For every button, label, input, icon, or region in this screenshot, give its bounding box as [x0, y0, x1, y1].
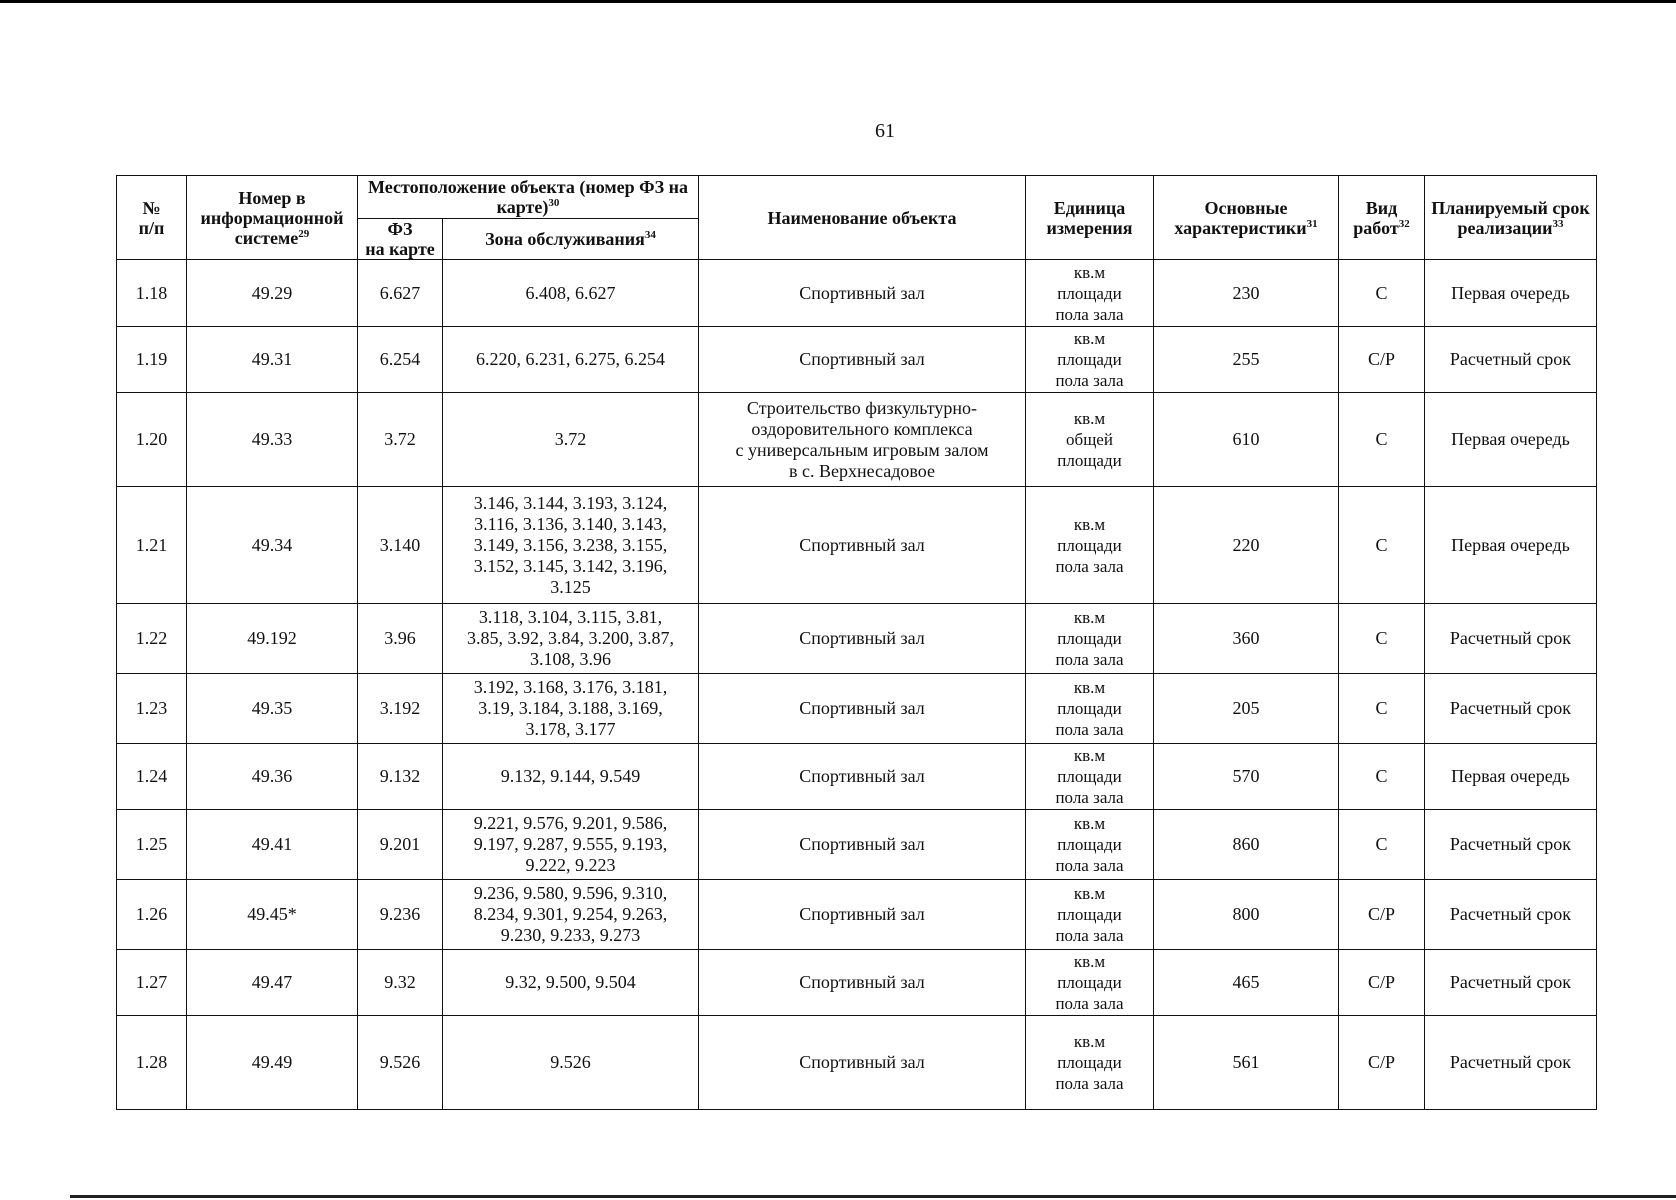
fz-cell: 3.96: [358, 604, 443, 674]
row-number-cell: 1.23: [117, 674, 187, 744]
header-work-type: Вид работ$^{32}$: [1339, 176, 1425, 260]
work-type-cell: С: [1339, 810, 1425, 880]
unit-cell: кв.м площади пола зала: [1026, 674, 1154, 744]
fz-cell: 3.192: [358, 674, 443, 744]
work-type-cell: С: [1339, 604, 1425, 674]
header-object-name: Наименование объекта: [699, 176, 1026, 260]
header-term: Планируемый срок реализации$^{33}$: [1425, 176, 1597, 260]
objects-table: [116, 175, 1597, 1110]
characteristics-cell: 230: [1154, 260, 1339, 327]
row-number-cell: 1.19: [117, 327, 187, 393]
is-number-cell: 49.29: [187, 260, 358, 327]
zone-cell: 3.72: [443, 393, 699, 487]
term-cell: Расчетный срок: [1425, 950, 1597, 1016]
row-number-cell: 1.27: [117, 950, 187, 1016]
is-number-cell: 49.45*: [187, 880, 358, 950]
table-row: [117, 327, 1597, 393]
row-number-cell: 1.25: [117, 810, 187, 880]
zone-cell: 9.32, 9.500, 9.504: [443, 950, 699, 1016]
term-cell: Расчетный срок: [1425, 880, 1597, 950]
unit-cell: кв.м площади пола зала: [1026, 1016, 1154, 1110]
row-number-cell: 1.26: [117, 880, 187, 950]
term-cell: Первая очередь: [1425, 487, 1597, 604]
fz-cell: 9.32: [358, 950, 443, 1016]
unit-cell: кв.м площади пола зала: [1026, 744, 1154, 810]
work-type-cell: С: [1339, 744, 1425, 810]
row-number-cell: 1.21: [117, 487, 187, 604]
unit-cell: кв.м площади пола зала: [1026, 487, 1154, 604]
table-row: [117, 810, 1597, 880]
zone-cell: 6.220, 6.231, 6.275, 6.254: [443, 327, 699, 393]
row-number-cell: 1.24: [117, 744, 187, 810]
zone-cell: 9.221, 9.576, 9.201, 9.586, 9.197, 9.287, 9.555, 9.193, 9.222, 9.223: [443, 810, 699, 880]
is-number-cell: 49.192: [187, 604, 358, 674]
characteristics-cell: 220: [1154, 487, 1339, 604]
zone-cell: 3.192, 3.168, 3.176, 3.181, 3.19, 3.184, 3.188, 3.169, 3.178, 3.177: [443, 674, 699, 744]
unit-cell: кв.м площади пола зала: [1026, 810, 1154, 880]
object-name-cell: Спортивный зал: [699, 950, 1026, 1016]
header-unit: Единица измерения: [1026, 176, 1154, 260]
is-number-cell: 49.35: [187, 674, 358, 744]
fz-cell: 3.140: [358, 487, 443, 604]
term-cell: Расчетный срок: [1425, 1016, 1597, 1110]
row-number-cell: 1.18: [117, 260, 187, 327]
is-number-cell: 49.41: [187, 810, 358, 880]
object-name-cell: Спортивный зал: [699, 674, 1026, 744]
is-number-cell: 49.49: [187, 1016, 358, 1110]
unit-cell: кв.м площади пола зала: [1026, 880, 1154, 950]
object-name-cell: Спортивный зал: [699, 604, 1026, 674]
work-type-cell: С/Р: [1339, 880, 1425, 950]
is-number-cell: 49.34: [187, 487, 358, 604]
is-number-cell: 49.31: [187, 327, 358, 393]
table-row: [117, 260, 1597, 327]
zone-cell: 3.146, 3.144, 3.193, 3.124, 3.116, 3.136, 3.140, 3.143, 3.149, 3.156, 3.238, 3.155, 3.152, 3.145, 3.142, 3.196, 3.125: [443, 487, 699, 604]
header-is-number: Номер в информационной системе$^{29}$: [187, 176, 358, 260]
header-fz: ФЗ на карте: [358, 219, 443, 260]
work-type-cell: С/Р: [1339, 327, 1425, 393]
fz-cell: 9.132: [358, 744, 443, 810]
work-type-cell: С/Р: [1339, 1016, 1425, 1110]
term-cell: Расчетный срок: [1425, 674, 1597, 744]
table-row: [117, 880, 1597, 950]
zone-cell: 9.526: [443, 1016, 699, 1110]
characteristics-cell: 610: [1154, 393, 1339, 487]
fz-cell: 9.201: [358, 810, 443, 880]
unit-cell: кв.м площади пола зала: [1026, 604, 1154, 674]
work-type-cell: С: [1339, 393, 1425, 487]
object-name-cell: Спортивный зал: [699, 1016, 1026, 1110]
characteristics-cell: 465: [1154, 950, 1339, 1016]
is-number-cell: 49.36: [187, 744, 358, 810]
table-row: [117, 393, 1597, 487]
zone-cell: 3.118, 3.104, 3.115, 3.81, 3.85, 3.92, 3.84, 3.200, 3.87, 3.108, 3.96: [443, 604, 699, 674]
object-name-cell: Спортивный зал: [699, 880, 1026, 950]
table-row: [117, 674, 1597, 744]
zone-cell: 6.408, 6.627: [443, 260, 699, 327]
work-type-cell: С: [1339, 487, 1425, 604]
fz-cell: 6.254: [358, 327, 443, 393]
characteristics-cell: 255: [1154, 327, 1339, 393]
is-number-cell: 49.47: [187, 950, 358, 1016]
header-zone: Зона обслуживания$^{34}$: [443, 219, 699, 260]
table-row: [117, 1016, 1597, 1110]
row-number-cell: 1.28: [117, 1016, 187, 1110]
term-cell: Первая очередь: [1425, 260, 1597, 327]
fz-cell: 3.72: [358, 393, 443, 487]
characteristics-cell: 570: [1154, 744, 1339, 810]
page-number: 61: [875, 120, 895, 142]
fz-cell: 9.526: [358, 1016, 443, 1110]
zone-cell: 9.132, 9.144, 9.549: [443, 744, 699, 810]
object-name-cell: Спортивный зал: [699, 327, 1026, 393]
object-name-cell: Спортивный зал: [699, 487, 1026, 604]
fz-cell: 6.627: [358, 260, 443, 327]
row-number-cell: 1.22: [117, 604, 187, 674]
term-cell: Расчетный срок: [1425, 810, 1597, 880]
characteristics-cell: 800: [1154, 880, 1339, 950]
unit-cell: кв.м общей площади: [1026, 393, 1154, 487]
work-type-cell: С: [1339, 674, 1425, 744]
term-cell: Расчетный срок: [1425, 327, 1597, 393]
characteristics-cell: 360: [1154, 604, 1339, 674]
scan-edge-top: [0, 0, 1676, 3]
row-number-cell: 1.20: [117, 393, 187, 487]
table-row: [117, 950, 1597, 1016]
unit-cell: кв.м площади пола зала: [1026, 260, 1154, 327]
scan-edge-bottom: [70, 1195, 1676, 1198]
work-type-cell: С: [1339, 260, 1425, 327]
term-cell: Расчетный срок: [1425, 604, 1597, 674]
fz-cell: 9.236: [358, 880, 443, 950]
characteristics-cell: 205: [1154, 674, 1339, 744]
term-cell: Первая очередь: [1425, 744, 1597, 810]
unit-cell: кв.м площади пола зала: [1026, 950, 1154, 1016]
object-name-cell: Спортивный зал: [699, 744, 1026, 810]
header-characteristics: Основные характеристики$^{31}$: [1154, 176, 1339, 260]
header-num: № п/п: [117, 176, 187, 260]
object-name-cell: Спортивный зал: [699, 810, 1026, 880]
characteristics-cell: 860: [1154, 810, 1339, 880]
header-location: Местоположение объекта (номер ФЗ на карте)$^{30}$: [358, 176, 699, 219]
object-name-cell: Строительство физкультурно- оздоровительного комплекса с универсальным игровым залом в с. Верхнесадовое: [699, 393, 1026, 487]
is-number-cell: 49.33: [187, 393, 358, 487]
table-row: [117, 487, 1597, 604]
table-row: [117, 744, 1597, 810]
work-type-cell: С/Р: [1339, 950, 1425, 1016]
term-cell: Первая очередь: [1425, 393, 1597, 487]
object-name-cell: Спортивный зал: [699, 260, 1026, 327]
characteristics-cell: 561: [1154, 1016, 1339, 1110]
table-row: [117, 604, 1597, 674]
zone-cell: 9.236, 9.580, 9.596, 9.310, 8.234, 9.301, 9.254, 9.263, 9.230, 9.233, 9.273: [443, 880, 699, 950]
unit-cell: кв.м площади пола зала: [1026, 327, 1154, 393]
